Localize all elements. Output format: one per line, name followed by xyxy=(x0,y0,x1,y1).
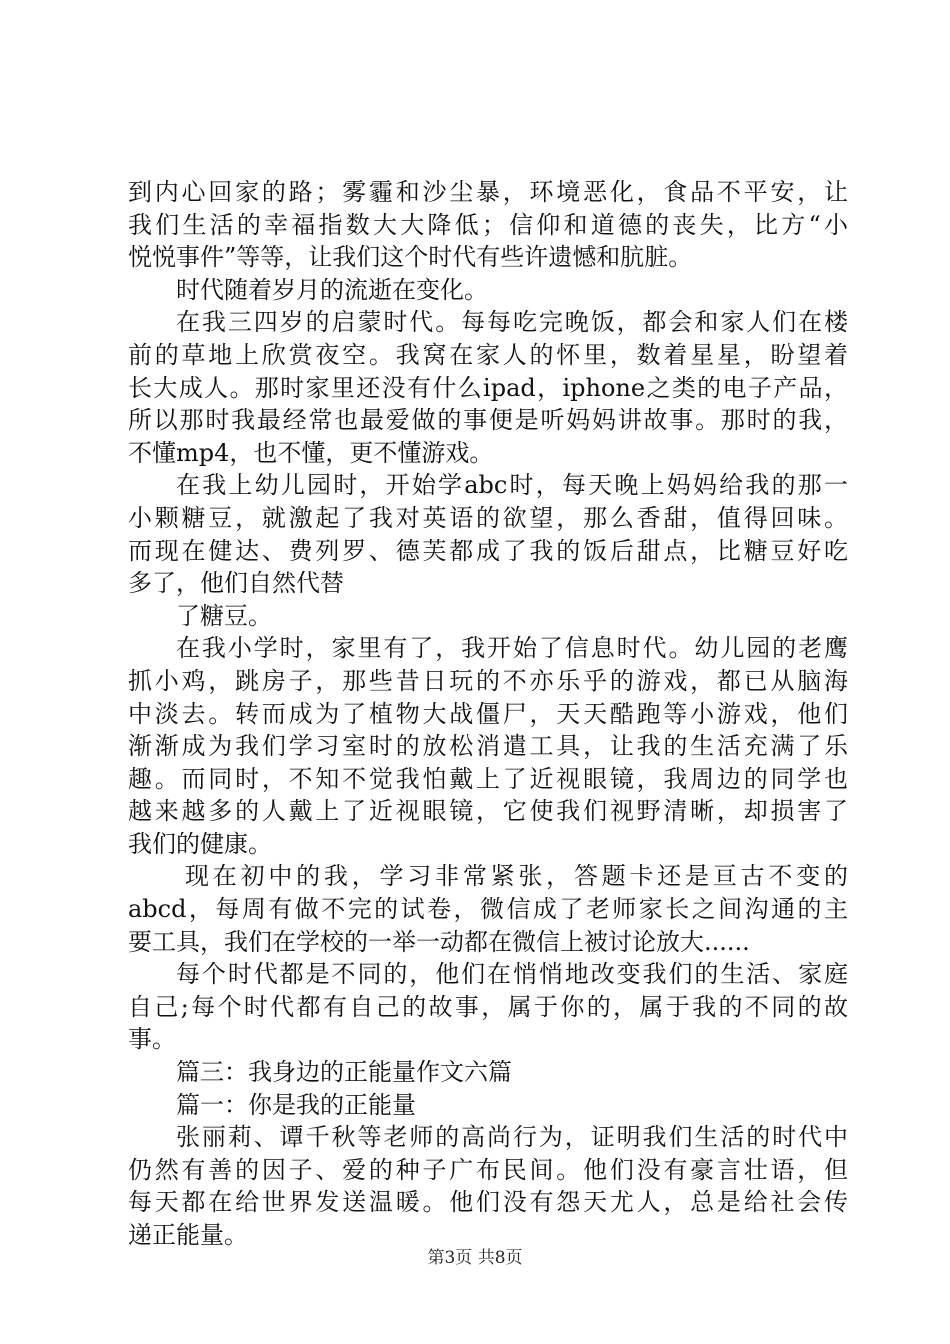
paragraph-start-line: 在我上幼儿园时，开始学abc时，每天晚上妈妈给我的那一 xyxy=(176,471,848,500)
paragraph-start-line: 张丽莉、谭千秋等老师的高尚行为，证明我们生活的时代中 xyxy=(176,1123,848,1152)
text-line: 所以那时我最经常也最爱做的事便是听妈妈讲故事。那时的我， xyxy=(128,406,848,435)
text-line: 抓小鸡，跳房子，那些昔日玩的不亦乐乎的游戏，都已从脑海 xyxy=(128,666,848,695)
text-line: 趣。而同时，不知不觉我怕戴上了近视眼镜，我周边的同学也 xyxy=(128,764,848,793)
text-line: abcd，每周有做不完的试卷，微信成了老师家长之间沟通的主 xyxy=(128,895,848,924)
paragraph-start-line: 每个时代都是不同的，他们在悄悄地改变我们的生活、家庭 xyxy=(176,960,848,989)
text-line: 越来越多的人戴上了近视眼镜，它使我们视野清晰，却损害了 xyxy=(128,797,848,826)
text-line: 事。 xyxy=(128,1025,176,1054)
text-line: 小颗糖豆，就激起了我对英语的欲望，那么香甜，值得回味。 xyxy=(128,503,848,532)
text-line: 要工具，我们在学校的一举一动都在微信上被讨论放大...... xyxy=(128,927,750,956)
paragraph-start-line: 在我三四岁的启蒙时代。每每吃完晚饭，都会和家人们在楼 xyxy=(176,308,848,337)
text-line: 长大成人。那时家里还没有什么ipad，iphone之类的电子产品， xyxy=(128,373,848,402)
paragraph-start-line: 了糖豆。 xyxy=(176,601,272,630)
text-line: 不懂mp4，也不懂，更不懂游戏。 xyxy=(128,438,494,467)
text-line: 而现在健达、费列罗、德芙都成了我的饭后甜点，比糖豆好吃 xyxy=(128,536,848,565)
text-line: 每天都在给世界发送温暖。他们没有怨天尤人，总是给社会传 xyxy=(128,1188,848,1217)
text-line: 渐渐成为我们学习室时的放松消遣工具，让我的生活充满了乐 xyxy=(128,732,848,761)
text-line: 多了，他们自然代替 xyxy=(128,569,344,598)
text-line: 到内心回家的路；雾霾和沙尘暴，环境恶化，食品不平安，让 xyxy=(128,178,848,206)
text-line: 递正能量。 xyxy=(128,1221,248,1249)
text-line: 我们生活的幸福指数大大降低；信仰和道德的丧失，比方“小 xyxy=(128,210,848,239)
paragraph-start-line: 在我小学时，家里有了，我开始了信息时代。幼儿园的老鹰 xyxy=(176,634,848,663)
text-line: 我们的健康。 xyxy=(128,829,272,858)
text-line: 悦悦事件”等等，让我们这个时代有些许遗憾和肮脏。 xyxy=(128,243,693,272)
paragraph-start-line: 现在初中的我，学习非常紧张，答题卡还是亘古不变的 xyxy=(185,862,848,891)
text-line: 前的草地上欣赏夜空。我窝在家人的怀里，数着星星，盼望着 xyxy=(128,340,848,369)
document-body xyxy=(128,176,848,1252)
subsection-heading: 篇一：你是我的正能量 xyxy=(176,1090,416,1119)
section-heading: 篇三：我身边的正能量作文六篇 xyxy=(176,1058,512,1087)
text-line: 自己;每个时代都有自己的故事，属于你的，属于我的不同的故 xyxy=(128,992,848,1021)
paragraph-start-line: 时代随着岁月的流逝在变化。 xyxy=(176,275,488,304)
page-number-footer: 第3页 共8页 xyxy=(427,1248,523,1268)
text-line: 中淡去。转而成为了植物大战僵尸，天天酷跑等小游戏，他们 xyxy=(128,699,848,728)
text-line: 仍然有善的因子、爱的种子广布民间。他们没有豪言壮语，但 xyxy=(128,1155,848,1184)
